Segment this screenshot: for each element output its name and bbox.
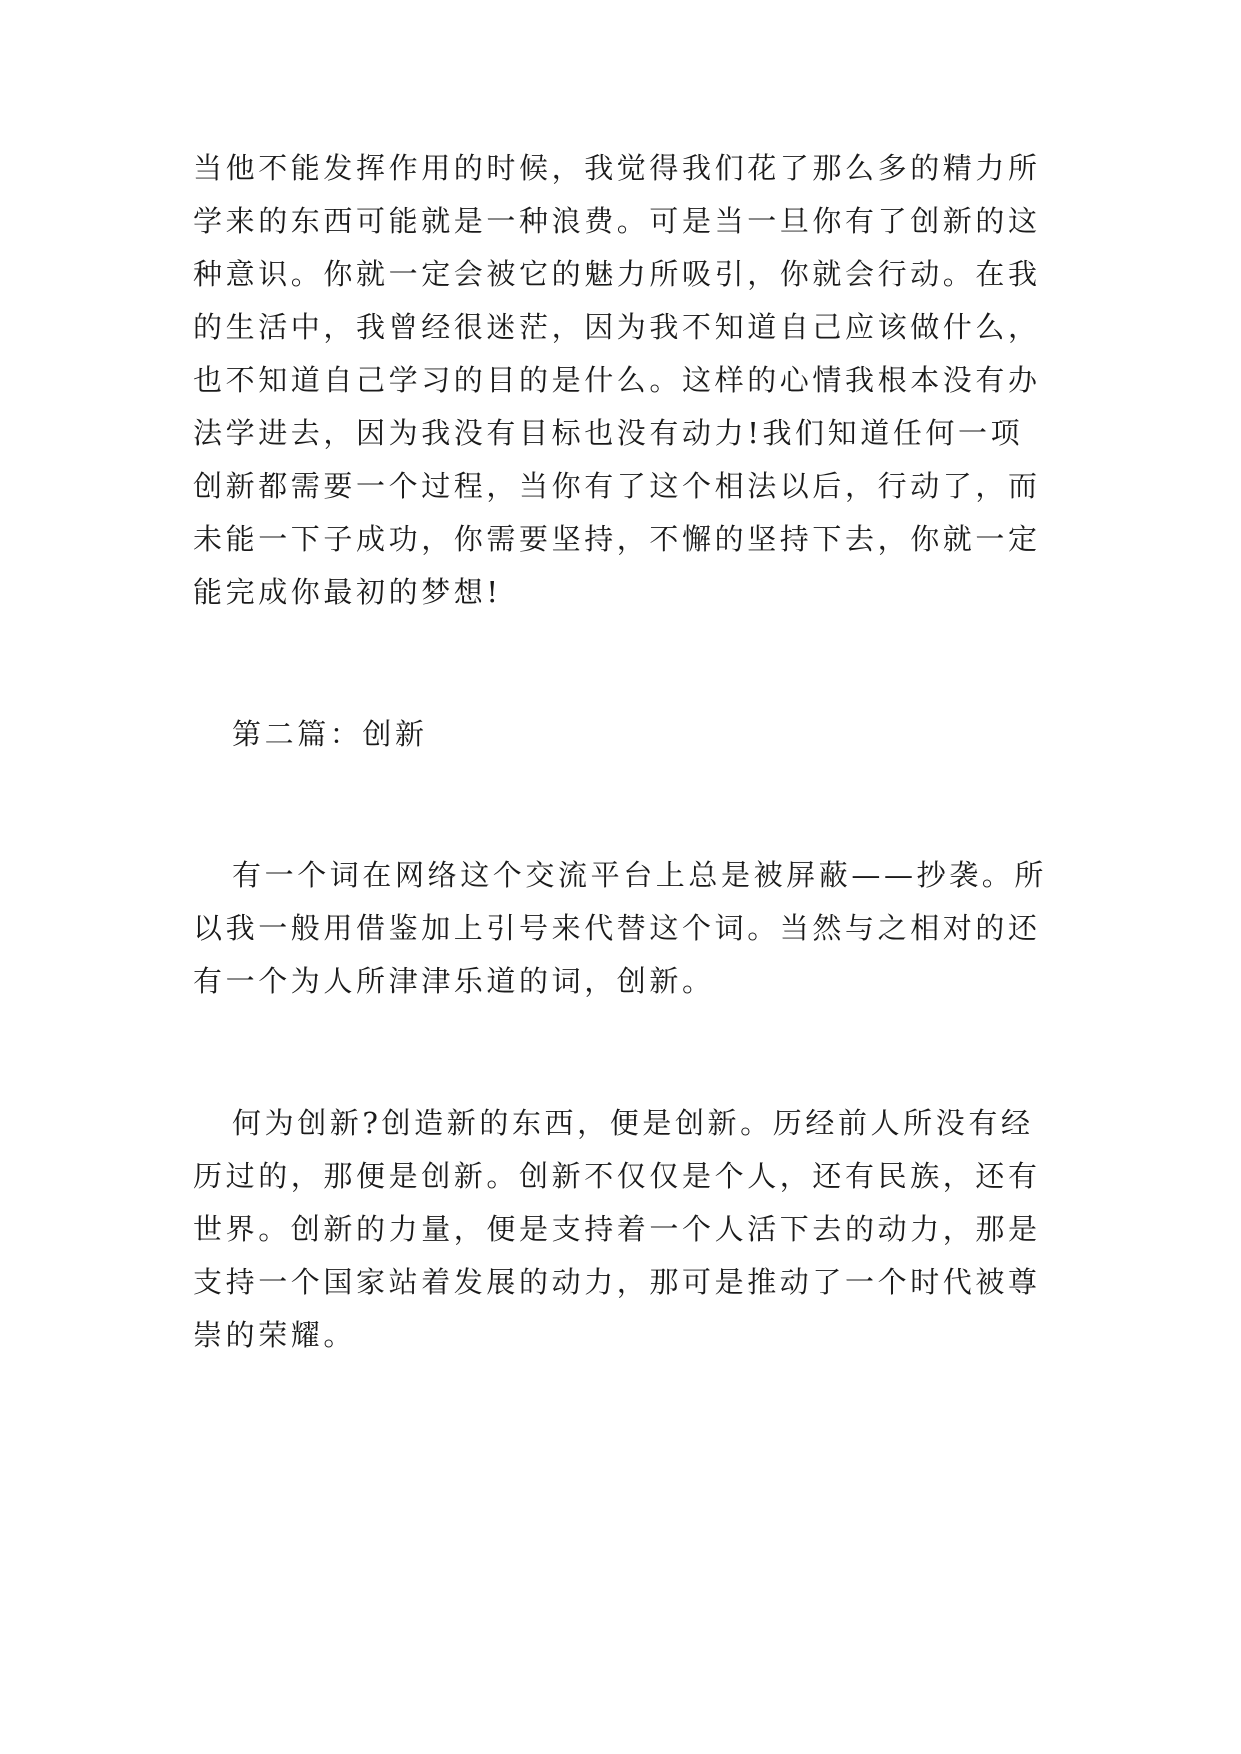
text-line: 支持一个国家站着发展的动力，那可是推动了一个时代被尊 — [193, 1265, 1041, 1299]
text-line: 世界。创新的力量，便是支持着一个人活下去的动力，那是 — [193, 1212, 1041, 1246]
text-line: 也不知道自己学习的目的是什么。这样的心情我根本没有办 — [193, 363, 1041, 397]
text-line: 的生活中，我曾经很迷茫，因为我不知道自己应该做什么， — [193, 310, 1041, 344]
text-line: 何为创新?创造新的东西，便是创新。历经前人所没有经 — [232, 1106, 1034, 1140]
text-line: 当他不能发挥作用的时候，我觉得我们花了那么多的精力所 — [193, 151, 1041, 185]
text-line: 未能一下子成功，你需要坚持，不懈的坚持下去，你就一定 — [193, 522, 1041, 556]
text-line: 以我一般用借鉴加上引号来代替这个词。当然与之相对的还 — [193, 911, 1041, 945]
text-line: 创新都需要一个过程，当你有了这个相法以后，行动了，而 — [193, 469, 1041, 503]
text-line: 能完成你最初的梦想! — [193, 575, 502, 609]
section-heading: 第二篇：创新 — [232, 717, 428, 751]
text-line: 法学进去，因为我没有目标也没有动力!我们知道任何一项 — [193, 416, 1024, 450]
text-line: 有一个词在网络这个交流平台上总是被屏蔽——抄袭。所 — [232, 858, 1048, 892]
text-line: 种意识。你就一定会被它的魅力所吸引，你就会行动。在我 — [193, 257, 1041, 291]
text-line: 崇的荣耀。 — [193, 1318, 357, 1352]
text-line: 历过的，那便是创新。创新不仅仅是个人，还有民族，还有 — [193, 1159, 1041, 1193]
text-line: 有一个为人所津津乐道的词，创新。 — [193, 964, 715, 998]
text-line: 学来的东西可能就是一种浪费。可是当一旦你有了创新的这 — [193, 204, 1041, 238]
